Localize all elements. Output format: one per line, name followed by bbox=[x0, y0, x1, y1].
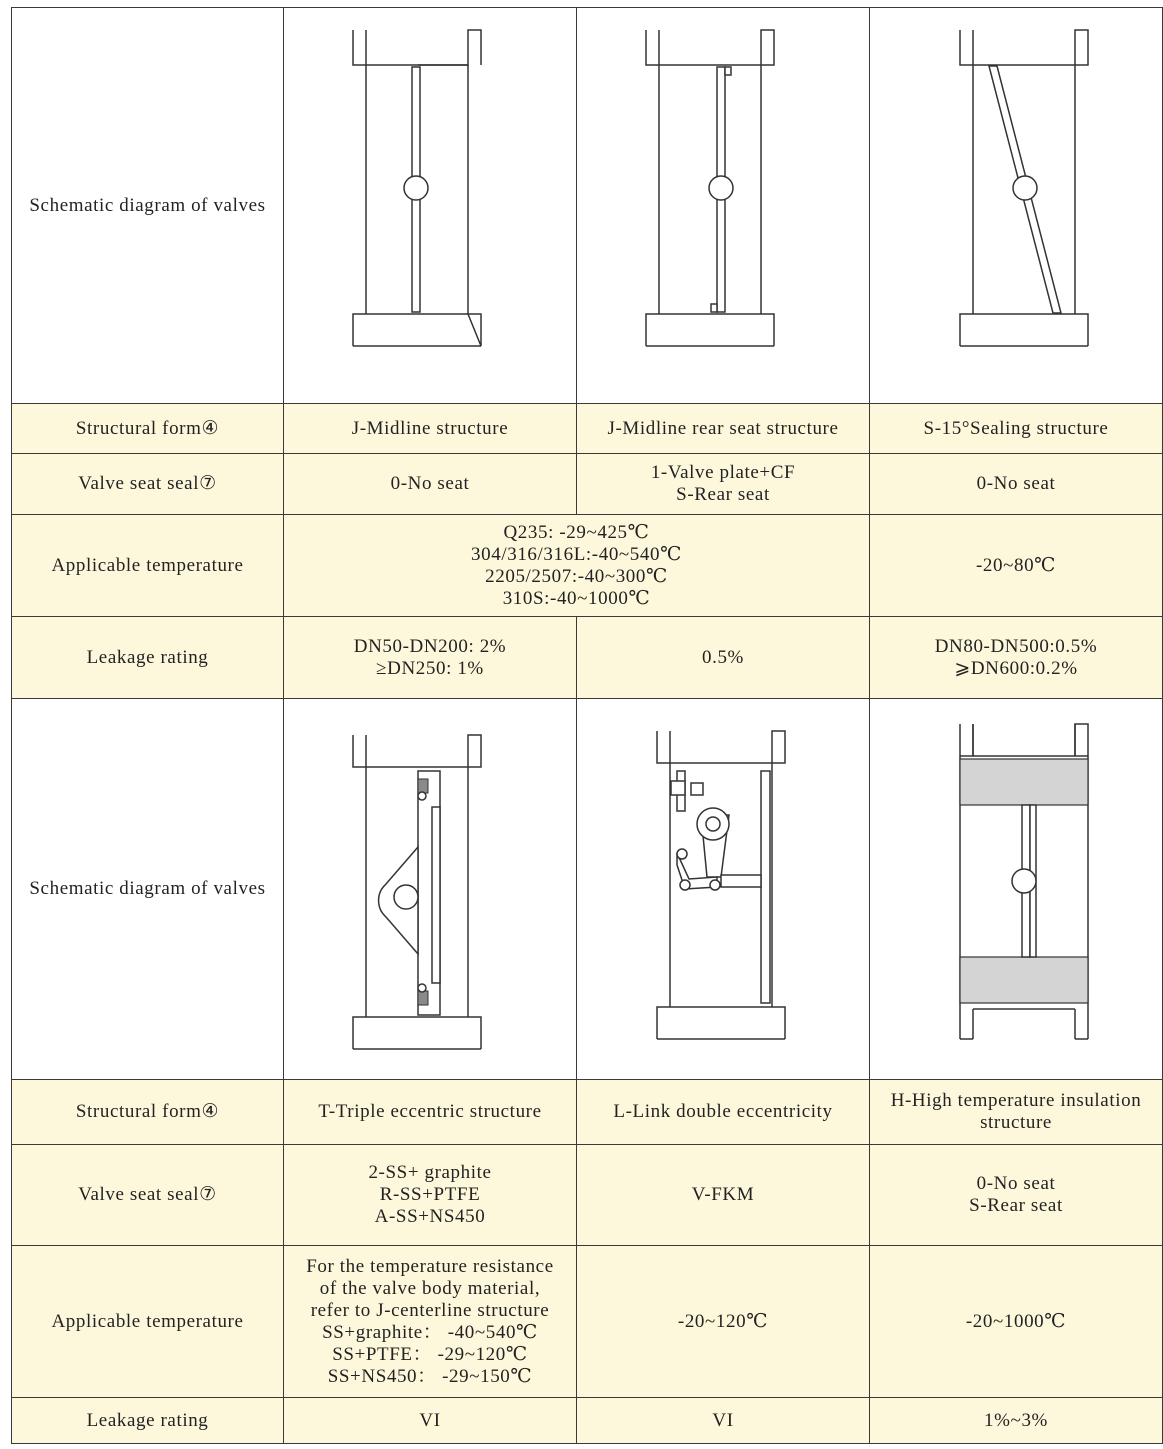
diagram-row-2 bbox=[12, 699, 1163, 1080]
structural-form-row-2 bbox=[12, 1080, 1163, 1145]
table-cell: T-Triple eccentric structure bbox=[284, 1080, 577, 1145]
cell-line: 1-Valve plate+CF bbox=[650, 462, 796, 483]
cell-line: DN80-DN500:0.5% bbox=[934, 635, 1098, 657]
cell-line: A-SS+NS450 bbox=[374, 1206, 486, 1227]
table-cell: VI bbox=[284, 1398, 577, 1444]
table-cell: V-FKM bbox=[577, 1145, 870, 1246]
row-header: Leakage rating bbox=[12, 1398, 284, 1444]
cell-line: 2-SS+ graphite bbox=[368, 1162, 492, 1183]
diagram-cell bbox=[577, 8, 870, 404]
table-cell: S-15°Sealing structure bbox=[870, 404, 1163, 454]
cell-line: 0-No seat bbox=[390, 473, 470, 494]
table-cell: -20~120℃ bbox=[577, 1246, 870, 1398]
cell-line: 310S:-40~1000℃ bbox=[502, 587, 651, 609]
valve-seat-row-2 bbox=[12, 1145, 1163, 1246]
table-cell: 0.5% bbox=[577, 617, 870, 699]
table-cell bbox=[284, 515, 870, 617]
table-cell bbox=[284, 1246, 577, 1398]
leakage-rating-row-1 bbox=[12, 617, 1163, 699]
cell-line: R-SS+PTFE bbox=[379, 1184, 481, 1205]
cell-line: 304/316/316L:-40~540℃ bbox=[471, 543, 682, 565]
table-cell bbox=[870, 1080, 1163, 1145]
table-cell bbox=[284, 1145, 577, 1246]
diagram-cell bbox=[284, 8, 577, 404]
h-high-temperature-insulation-valve-diagram bbox=[874, 699, 1158, 1079]
row-header: Applicable temperature bbox=[12, 515, 284, 617]
table-cell bbox=[577, 454, 870, 515]
diagram-cell bbox=[577, 699, 870, 1080]
cell-line: SS+PTFE： -29~120℃ bbox=[332, 1343, 528, 1365]
cell-line: S-Rear seat bbox=[676, 484, 770, 505]
cell-line: 0-No seat bbox=[976, 473, 1056, 494]
applicable-temperature-row-2 bbox=[12, 1246, 1163, 1398]
cell-line: H-High temperature insulation bbox=[890, 1090, 1142, 1111]
cell-line: For the temperature resistance bbox=[306, 1255, 554, 1277]
table-cell: L-Link double eccentricity bbox=[577, 1080, 870, 1145]
row-header: Structural form④ bbox=[12, 1080, 284, 1145]
l-link-double-eccentric-valve-diagram bbox=[581, 699, 865, 1079]
structural-form-row-1 bbox=[12, 404, 1163, 454]
cell-line: SS+graphite： -40~540℃ bbox=[322, 1321, 538, 1343]
diagram-cell bbox=[870, 8, 1163, 404]
row-header: Valve seat seal⑦ bbox=[12, 1145, 284, 1246]
row-header: Leakage rating bbox=[12, 617, 284, 699]
table-cell: J-Midline structure bbox=[284, 404, 577, 454]
row-header: Schematic diagram of valves bbox=[12, 8, 284, 404]
cell-line: S-Rear seat bbox=[969, 1195, 1063, 1216]
cell-line: of the valve body material, bbox=[319, 1277, 541, 1299]
table-cell bbox=[870, 617, 1163, 699]
cell-line: ≥DN250: 1% bbox=[376, 657, 484, 679]
cell-line: 0-No seat bbox=[976, 1173, 1056, 1194]
table-cell: -20~80℃ bbox=[870, 515, 1163, 617]
s-15-degree-sealing-valve-diagram bbox=[874, 8, 1158, 403]
table-cell: -20~1000℃ bbox=[870, 1246, 1163, 1398]
cell-line: structure bbox=[980, 1112, 1052, 1133]
cell-line: 2205/2507:-40~300℃ bbox=[485, 565, 668, 587]
j-midline-valve-diagram bbox=[288, 8, 572, 403]
table-cell bbox=[284, 454, 577, 515]
row-header: Applicable temperature bbox=[12, 1246, 284, 1398]
diagram-cell bbox=[870, 699, 1163, 1080]
cell-line: ⩾DN600:0.2% bbox=[954, 657, 1078, 679]
cell-line: DN50-DN200: 2% bbox=[353, 635, 507, 657]
cell-line: refer to J-centerline structure bbox=[310, 1299, 550, 1321]
table-cell: VI bbox=[577, 1398, 870, 1444]
row-header: Schematic diagram of valves bbox=[12, 699, 284, 1080]
table-cell: 1%~3% bbox=[870, 1398, 1163, 1444]
cell-line: SS+NS450： -29~150℃ bbox=[327, 1365, 533, 1387]
applicable-temperature-row-1 bbox=[12, 515, 1163, 617]
cell-line: Q235: -29~425℃ bbox=[503, 521, 650, 543]
diagram-cell bbox=[284, 699, 577, 1080]
diagram-row-1 bbox=[12, 8, 1163, 404]
j-midline-rear-seat-valve-diagram bbox=[581, 8, 865, 403]
valve-spec-table bbox=[11, 7, 1163, 1444]
leakage-rating-row-2 bbox=[12, 1398, 1163, 1444]
table-cell: J-Midline rear seat structure bbox=[577, 404, 870, 454]
row-header: Valve seat seal⑦ bbox=[12, 454, 284, 515]
table-cell bbox=[284, 617, 577, 699]
t-triple-eccentric-valve-diagram bbox=[288, 699, 572, 1079]
table-cell bbox=[870, 454, 1163, 515]
table-cell bbox=[870, 1145, 1163, 1246]
row-header: Structural form④ bbox=[12, 404, 284, 454]
valve-seat-row-1 bbox=[12, 454, 1163, 515]
